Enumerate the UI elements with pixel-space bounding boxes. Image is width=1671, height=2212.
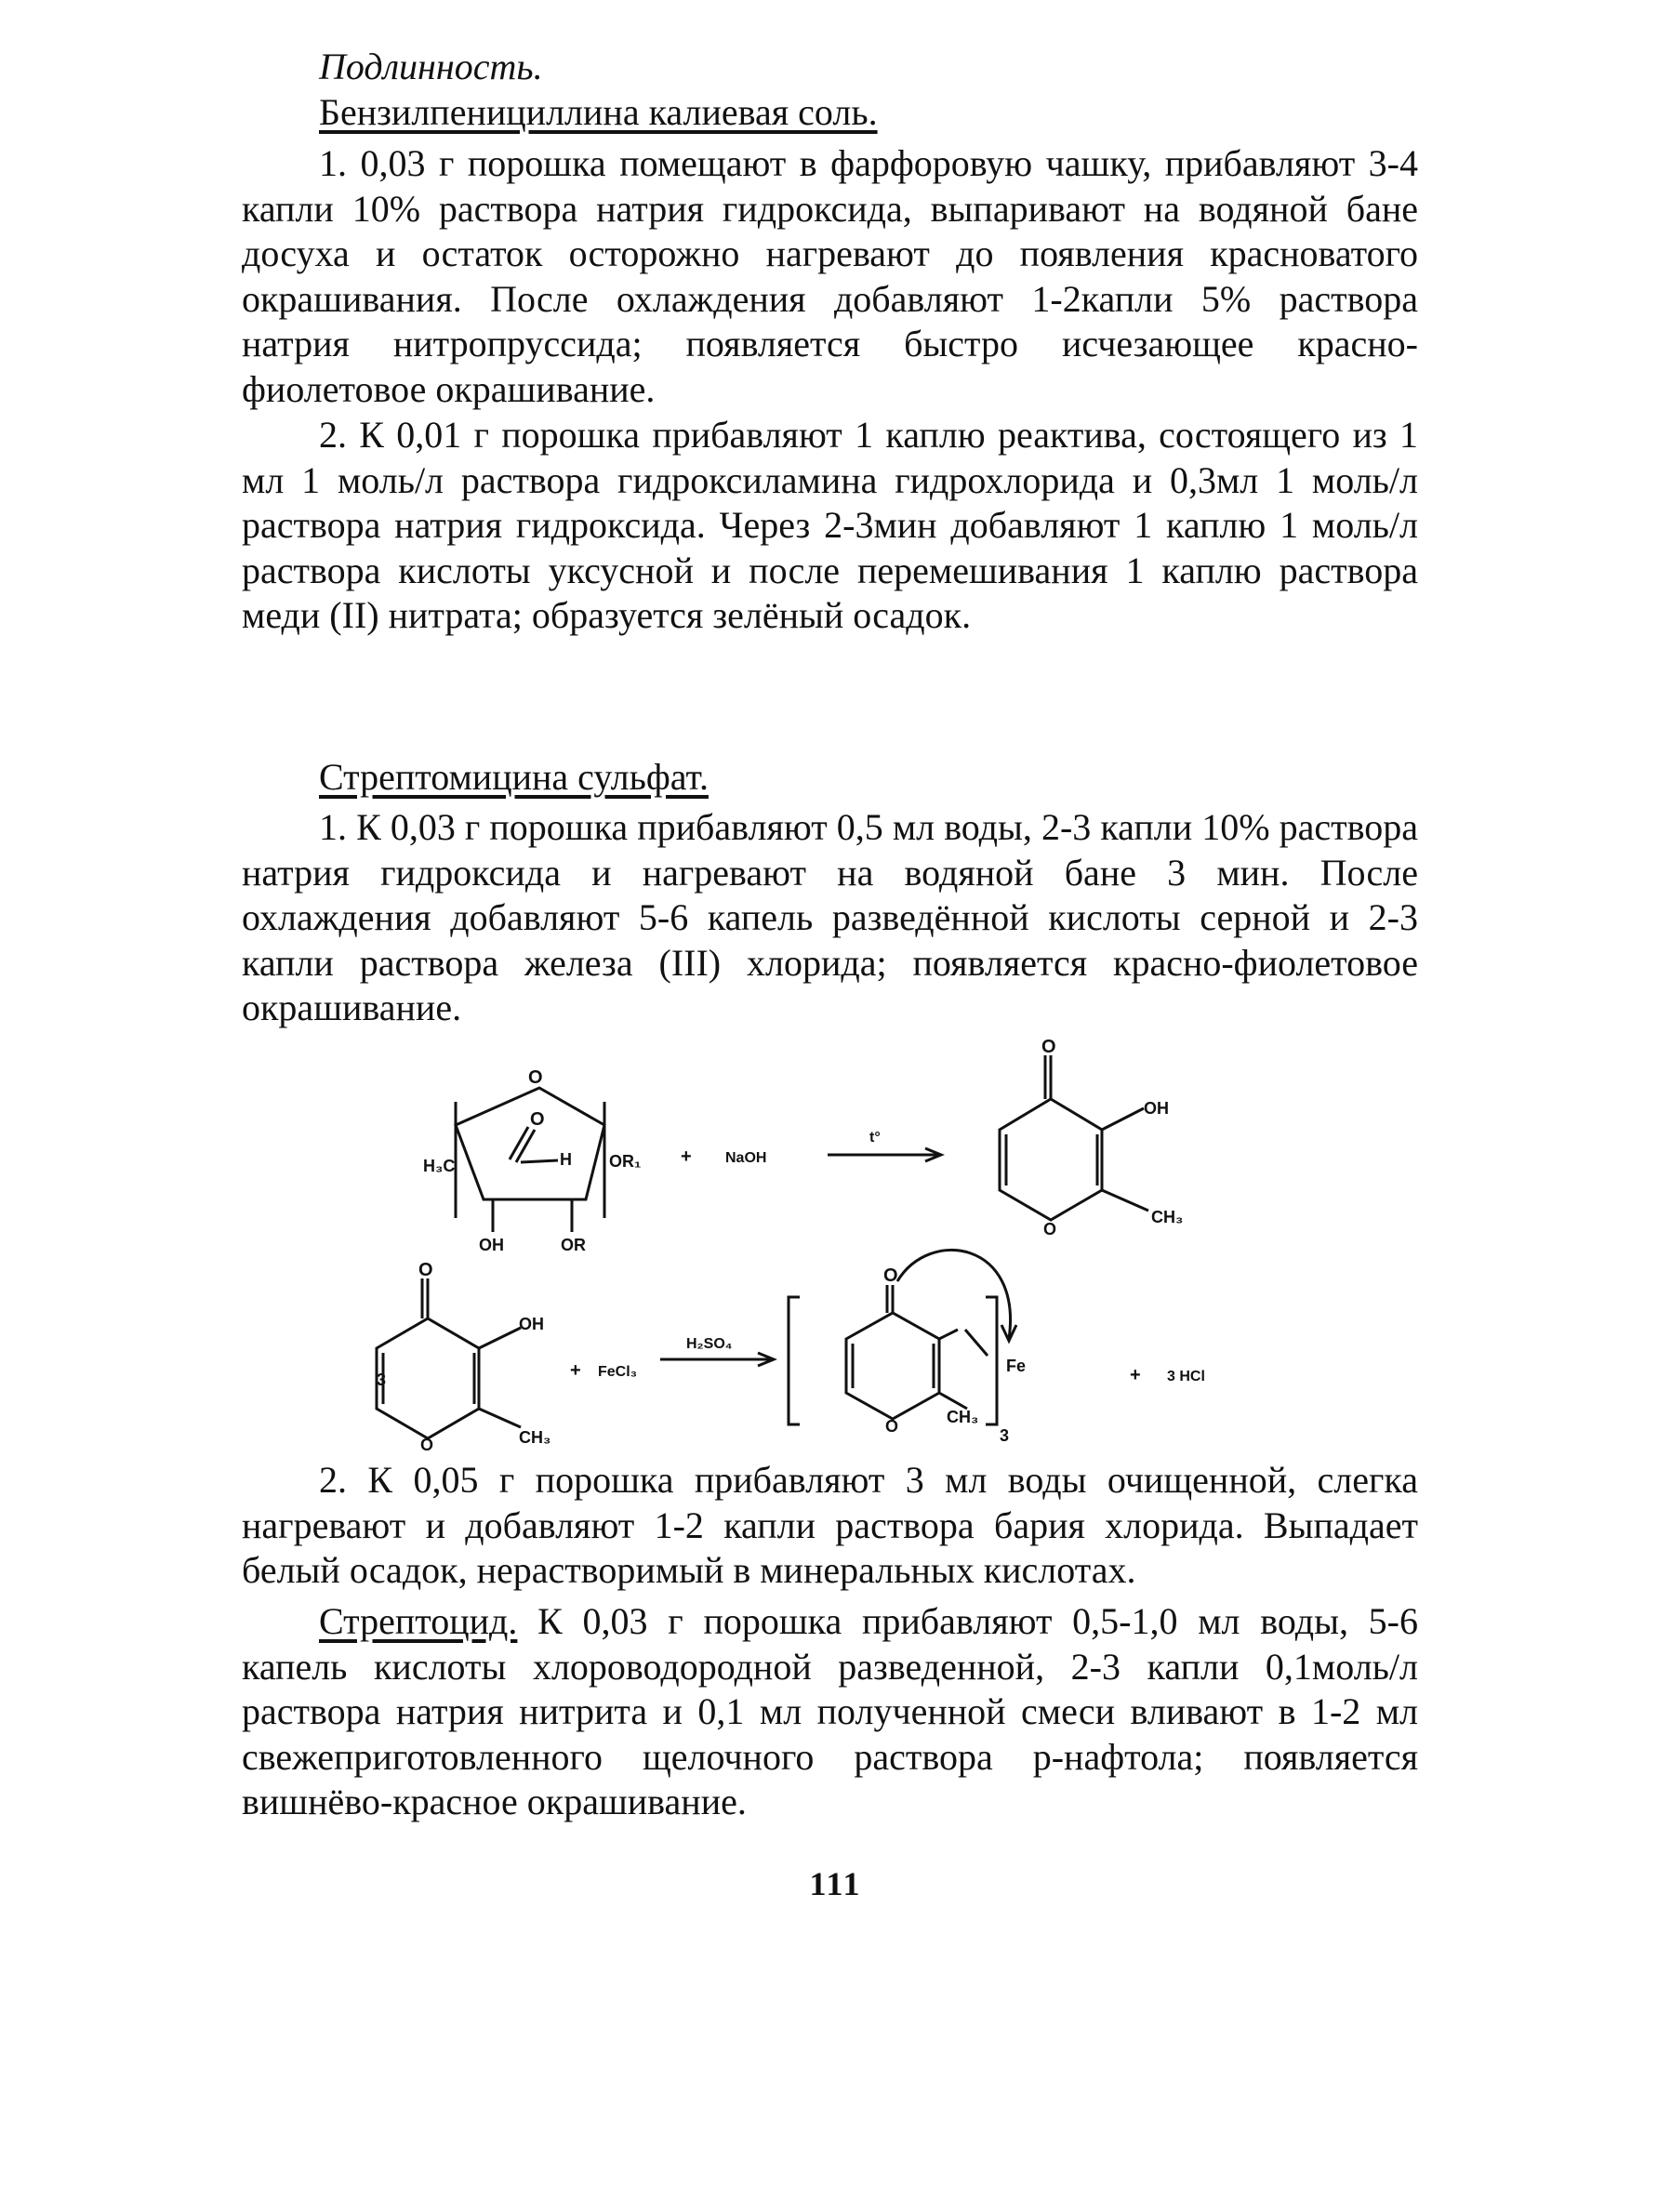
condition-h2so4: H₂SO₄ — [686, 1336, 733, 1352]
label-o-ring: O — [528, 1067, 543, 1088]
paragraph-text: 2. К 0,01 г порошка прибавляют 1 каплю реактива, состоящего из 1 мл 1 моль/л раствора гидроксиламина гидрохлорида и 0,3мл 1 моль/л раствора натрия гидроксида. Через 2-3мин добавляют 1 каплю 1 моль/л раствора кислоты уксусной и после перемешивания 1 каплю раствора меди (II) нитрата; образуется зелёный осадок. — [242, 414, 1418, 636]
maltol-ring-1 — [1000, 1099, 1102, 1220]
paragraph-text: К 0,03 г порошка прибавляют 0,5-1,0 мл воды, 5-6 капель кислоты хлороводородной разведенной, 2-3 капли 0,1моль/л раствора натрия нитрита и 0,1 мл полученной смеси вливают в 1-2 мл свежеприготовленного щелочного раствора р-нафтола; появляется вишнёво-красное окрашивание. — [242, 1600, 1418, 1822]
section-heading: Подлинность. — [319, 46, 543, 87]
reaction-scheme — [377, 1037, 1320, 1454]
paragraph-streptocide — [242, 1599, 1418, 1825]
paragraph-benzylpenicillin-test-1 — [242, 141, 1418, 412]
label-o-aldehyde: O — [530, 1109, 545, 1130]
product1-oh: OH — [1144, 1099, 1169, 1118]
coefficient-3: 3 — [377, 1371, 387, 1389]
reactant2-ch3: CH₃ — [519, 1428, 551, 1447]
product1-ch3: CH₃ — [1151, 1208, 1184, 1226]
reagent-fecl3: FeCl₃ — [598, 1364, 638, 1380]
paragraph-text: 2. К 0,05 г порошка прибавляют 3 мл воды очищенной, слегка нагревают и добавляют 1-2 капли раствора бария хлорида. Выпадает белый осадок, нерастворимый в минеральных кислотах. — [242, 1459, 1418, 1591]
reagent-naoh: NaOH — [725, 1150, 767, 1166]
plus-sign-3: + — [1130, 1365, 1141, 1385]
label-or: OR — [561, 1236, 586, 1254]
substance-title-streptomycin: Стрептомицина сульфат. — [319, 756, 709, 798]
plus-sign-1: + — [681, 1146, 692, 1167]
label-fe: Fe — [1006, 1357, 1027, 1375]
plus-sign-2: + — [570, 1360, 581, 1381]
paragraph-benzylpenicillin-test-2 — [242, 413, 1418, 639]
paragraph-streptomycin-test-1 — [242, 805, 1418, 1031]
label-oh: OH — [479, 1236, 504, 1254]
condition-heat: t° — [869, 1130, 881, 1146]
paragraph-streptomycin-test-2 — [242, 1458, 1418, 1594]
reactant2-o-ring: O — [420, 1436, 434, 1454]
product1-o-ring: O — [1043, 1220, 1057, 1238]
complex-right-bracket — [986, 1297, 997, 1424]
product2-o-ring: O — [885, 1417, 899, 1436]
paragraph-text: 1. К 0,03 г порошка прибавляют 0,5 мл воды, 2-3 капли 10% раствора натрия гидроксида и нагревают на водяной бане 3 мин. После охлаждения добавляют 5-6 капель разведённой кислоты серной и 2-3 капли раствора железа (III) хлорида; появляется красно-фиолетовое окрашивание. — [242, 806, 1418, 1028]
product2-ch3: CH₃ — [947, 1408, 979, 1426]
reactant2-oh: OH — [519, 1315, 544, 1333]
substance-title-streptocide: Стрептоцид. — [319, 1600, 518, 1642]
product1-o-top: O — [1041, 1037, 1056, 1057]
label-h3c: H₃C — [423, 1157, 456, 1175]
substance-title-benzylpenicillin: Бензилпенициллина калиевая соль. — [319, 91, 878, 133]
paragraph-text: 1. 0,03 г порошка помещают в фарфоровую чашку, прибавляют 3-4 капли 10% раствора натрия гидроксида, выпаривают на водяной бане досуха и остаток осторожно нагревают до появления красноватого окрашивания. После охлаждения добавляют 1-2капли 5% раствора натрия нитропруссида; появляется быстро исчезающее красно-фиолетовое окрашивание. — [242, 142, 1418, 410]
complex-left-bracket — [789, 1297, 800, 1424]
label-or1: OR₁ — [609, 1152, 642, 1171]
product2-o-top: O — [883, 1265, 898, 1286]
sugar-ring-structure — [456, 1088, 604, 1199]
product-hcl: 3 HCl — [1167, 1369, 1205, 1384]
reactant2-o-top: O — [418, 1260, 433, 1280]
maltol-ring-2 — [377, 1318, 479, 1438]
bracket-subscript-3: 3 — [1000, 1426, 1010, 1445]
iron-complex-ring — [846, 1313, 939, 1419]
label-h: H — [560, 1150, 572, 1169]
page-number: 111 — [809, 1865, 862, 1902]
